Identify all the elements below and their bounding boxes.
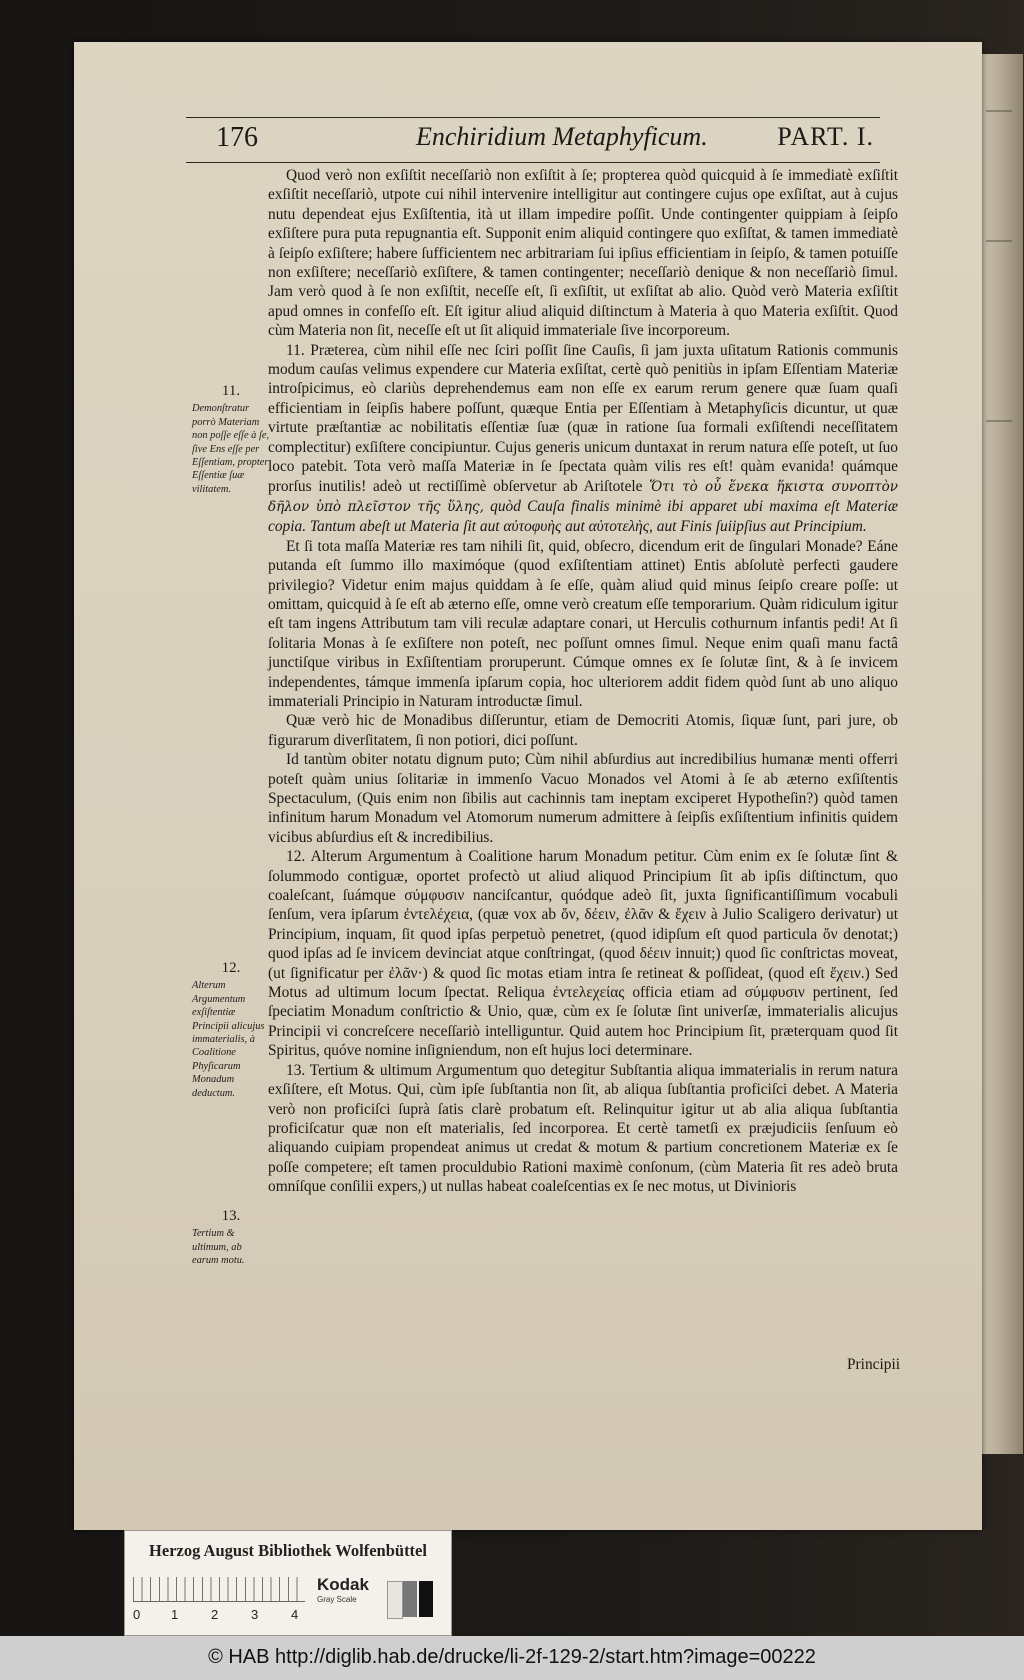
edge-mark <box>986 240 1012 242</box>
running-title: Enchiridium Metaphyficum. <box>416 122 708 151</box>
library-name: Herzog August Bibliothek Wolfenbüttel <box>149 1541 427 1560</box>
body-text <box>268 166 898 1197</box>
kodak-label <box>317 1575 383 1623</box>
scale-ruler <box>133 1577 305 1602</box>
ruler-label: 4 <box>291 1607 299 1622</box>
ruler-label: 1 <box>171 1607 179 1622</box>
paragraph <box>268 341 898 537</box>
paragraph: Quod verò non exſiſtit neceſſariò non exſiſtit à ſe; propterea quòd quicquid à ſe immediatè exſiſtit exſiſtit neceſſariò, utpote cui nihil intervenire intelligitur aut contingere cujus ope exſiſtat, aut à cujus nutu dependeat ejus Exſiſtentia, ità ut illam impedire poſſit. Unde contingenter quippiam à ſeipſo exſiſtere pura puta repugnantia eſt. Supponit enim aliquid contingere quo exſiſtat, & tamen immediatè à ſeipſo exſiſtere; habere ſufficientem nec arbitrariam ſui ipſius efficientiam in ſeipſo, & tamen potuiſſe non exſiſtere; neceſſariò exſiſtere, & tamen contingenter; neceſſariò denique & non neceſſariò ſimul. Jam verò quod à ſe non exſiſtit, neceſſe eſt, ſi exſiſtit, ut exſiſtat ab alio. Quòd verò Materia exſiſtit apud omnes in confeſſo eſt. Eſt igitur aliud aliquid diſtinctum à Materia à quo Materia exſiſtit. Quod cùm Materia non ſit, neceſſe eſt ut ſit aliquid immateriale ſive incorporeum. <box>268 167 898 340</box>
sidenote-number: 12. <box>221 960 241 976</box>
gray-patch <box>403 1581 417 1617</box>
sidenote-number: 11. <box>221 383 241 399</box>
header-rule-bottom <box>186 162 880 163</box>
paragraph: 13. Tertium & ultimum Argumentum quo detegitur Subſtantia aliqua immaterialis in rerum natura exſiſtere, eſt Motus. Qui, cùm ipſe ſubſtantia non ſit, ab aliqua ſubſtantia proficiſci debet. A Materia verò non proficiſci ſuprà ſatis clarè probatum eſt. Relinquitur igitur ut ab alia aliqua ſubſtantia proficiſcatur quæ non eſt materialis, ſed incorporea. Et certè tametſi ex præjudiciis ſenſuum eò aliquando cuipiam propendeat animus ut credat & motum & partium concretionem Materiæ ex ſe poſſe competere; eſt tamen proculdubio Rationi maximè conſonum, (cùm Materia ſit res adeò bruta omníſque conſilii expers,) ut nullas habeat coaleſcentias ex ſe nec motus, ut Divinioris <box>268 1061 898 1196</box>
catchword: Principii <box>846 1356 900 1373</box>
ruler-label: 0 <box>133 1607 141 1622</box>
ruler-label: 2 <box>211 1607 219 1622</box>
sidenote-text: Tertium & ultimum, ab earum motu. <box>192 1228 245 1267</box>
gray-patch <box>387 1581 403 1619</box>
greek-quotation: Ὅτι τὸ οὗ ἕνεκα ἥκιστα συνοπτὸν δῆλον ὑπὸ πλεῖστον τῆς ὕλης, <box>268 478 898 515</box>
sidenote-text: Alterum Argumentum exſiſtentiæ Principii alicujus immaterialis, à Coalitione Phyſicarum Monadum deductum. <box>192 980 265 1099</box>
paragraph: Quæ verò hic de Monadibus diſſeruntur, etiam de Democriti Atomis, ſiquæ ſunt, pari jure, ob figurarum diverſitatem, ſi non potiori, dici poſſunt. <box>268 712 898 749</box>
paragraph-text: 11. Præterea, cùm nihil eſſe nec ſciri poſſit ſine Cauſis, ſi jam juxta uſitatum Rationis communis modum cauſas velimus expendere cur Materia exſiſtat, certè quò penitiùs in ipſam Eſſentiam Materiæ introſpicimus, eò clariùs deprehendemus eam non eſſe ex earum rerum genere quæ ſuam quaſi efficientiam in ſeipſis habere poſſunt, quæque Entia per Eſſentiam à Metaphyſicis dicuntur, ut quæ virtute præſtantiæ ac nobilitatis eſſentiæ ſuæ (quæ in ratione ſua formali exſiſtendi neceſſitatem complectitur) exſiſtere concipiuntur. Cujus generis unicum duntaxat in rerum natura eſſe poteſt, ut ſuo loco patebit. Tota verò maſſa Materiæ in ſe ſpectata quàm vilis res eſt! quàm evanida! quámque prorſus inutilis! adeò ut rectiſſimè obſervetur ab Ariſtotele <box>268 341 898 495</box>
page-number: 176 <box>216 122 258 153</box>
sidenote-13 <box>192 1210 270 1268</box>
sidenote-text: Demonſtratur porrò Materiam non poſſe eſſe à ſe, ſive Ens eſſe per Eſſentiam, propter Eſſentiæ ſuæ vilitatem. <box>192 403 270 495</box>
kodak-brand: Kodak <box>317 1575 369 1594</box>
gray-patch <box>419 1581 433 1617</box>
edge-mark <box>986 110 1012 112</box>
sidenote-12 <box>192 962 270 1100</box>
paragraph-text-italic: quòd Cauſa finalis minimè ibi apparet ubi maxima eſt Materiæ copia. Tantum abeſt ut Materia ſit aut αὐτοφυὴς aut αὐτοτελὴς, aut Finis ſuiipſius aut Principium. <box>268 497 898 536</box>
copyright-url: © HAB http://diglib.hab.de/drucke/li-2f-129-2/start.htm?image=00222 <box>208 1646 816 1668</box>
sidenote-11 <box>192 385 270 496</box>
paragraph: Et ſi tota maſſa Materiæ res tam nihili ſit, quid, obſecro, dicendum erit de ſingulari Monade? Eáne putanda eſt ſummo illo maximóque (quod exſiſtentiam attinet) Entis abſolutè perfecti gaudere privilegio? Videtur enim majus quiddam à ſe eſſe, quàm aliud quid minus ſeipſo creare poſſe: ut omittam, quicquid à ſe eſt ab æterno eſſe, omne verò creatum eſſe temporarium. Quàm ridiculum igitur eſt tam ingens Attributum tam vili reculæ adaptare conari, ut Herculis cothurnum infantis pedi! At ſi ſolitaria Monas à ſe exſiſtere non poteſt, nec poſſunt omnes ſimul. Neque enim quaſi manu factâ junctiſque viribus in Exſiſtentiam proruperunt. Cúmque omnes ex ſe ſolutæ ſint, & à ſe invicem independentes, támque immenſa ipſarum copia, hoc ulteriorem addit fidem quòd ſunt ab uno aliquo immateriali Principio in Naturam introductæ ſimul. <box>268 537 898 710</box>
ruler-label: 3 <box>251 1607 259 1622</box>
running-header <box>186 118 880 162</box>
paragraph: Id tantùm obiter notatu dignum puto; Cùm nihil abſurdius aut incredibilius humanæ menti offerri poteſt quàm unius ſolitariæ in immenſo Vacuo Monados vel Atomi à ſe ab æterno exſiſtentis Spectaculum, (Quis enim non ſibilis aut cachinnis tam ineptam exciperet Hypotheſin?) quòd tamen infinitum harum Monadum vel Atomorum numerum admittere à ſeipſis exſiſtentium infinitis quidem vicibus abſurdius eſt & incredibilius. <box>268 751 898 846</box>
footer-bar <box>0 1636 1024 1680</box>
kodak-subtitle: Gray Scale <box>317 1595 357 1604</box>
color-target <box>124 1530 452 1636</box>
paragraph: 12. Alterum Argumentum à Coalitione harum Monadum petitur. Cùm enim ex ſe ſolutæ ſint & ſolummodo contiguæ, oportet profectò ut aliud aliquod Principium ſit ab ipſis diſtinctum, quo coaleſcant, ſuámque σύμφυσιν nanciſcantur, quódque adeò ſit, juxta ſignificantiſſimum vocabuli ſenſum, vera ipſarum ἐντελέχεια, (quæ vox ab ὄν, δέειν, ἐλᾶν & ἔχειν à Julio Scaligero derivatur) ut Principium, inquam, ſit quod ipſas perpetuò penetret, (quod idipſum eſt quod particula ὄν denotat;) quod ipſas ad ſe invicem devinciat atque conſtringat, (quod δέειν innuit;) quod ſic conſtrictas moveat, (ut ſignificatur per ἐλᾶν·) & quod ſic motas etiam intra ſe retineat & poſſideat, (quod eſt ἔχειν.) Sed Motus ad ultimum locum ſpectat. Reliqua ἐντελεχείας officia etiam ad σύμφυσιν pertinent, ſed ſpeciatim Monadum conſtrictio & Unio, quæ, cùm ex ſe ſolutæ ſint univerſæ, immaterialis alicujus Principii vi concreſcere neceſſariò intelliguntur. Quid autem hoc Principium ſit, præterquam quod ſit Spiritus, quóve nomine inſigniendum, non eſt hujus loci determinare. <box>268 848 898 1060</box>
edge-mark <box>986 420 1012 422</box>
sidenote-number: 13. <box>221 1208 241 1224</box>
part-label: PART. I. <box>777 122 874 151</box>
